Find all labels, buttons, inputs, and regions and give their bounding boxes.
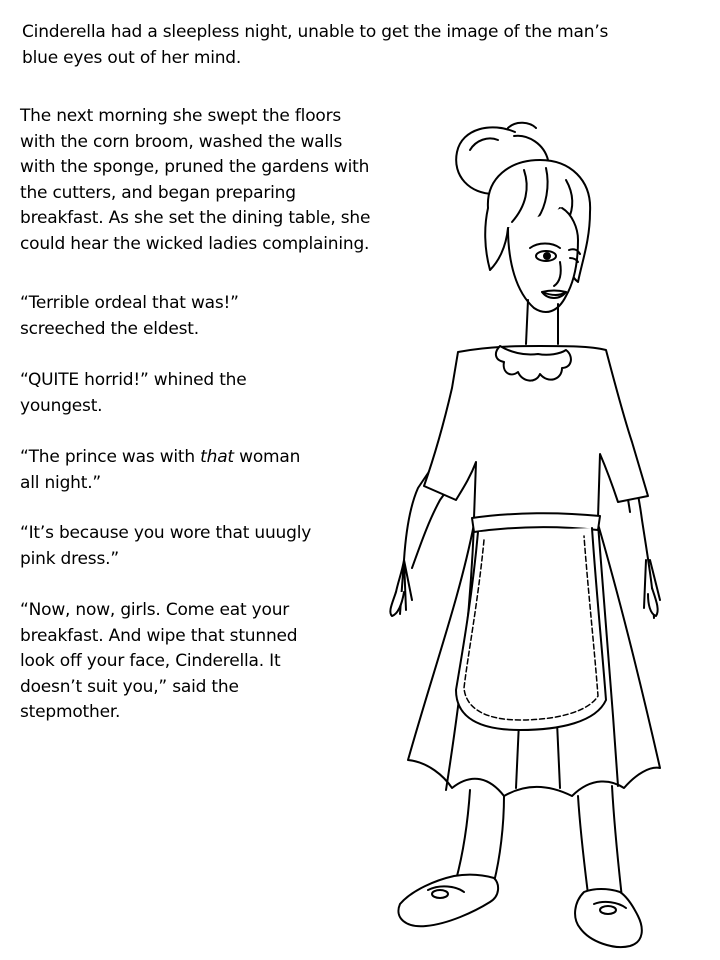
shoes <box>398 875 641 947</box>
text-line: The next morning she swept the floors <box>20 106 342 126</box>
text-line <box>20 445 300 471</box>
emphasis-word: that <box>200 447 234 467</box>
cinderella-illustration <box>378 120 678 955</box>
text-line: blue eyes out of her mind. <box>22 47 242 68</box>
text-line: stepmother. <box>20 702 121 722</box>
text-line: doesn’t suit you,” said the <box>20 676 239 697</box>
youngest-quote <box>20 368 247 419</box>
text-line: Cinderella had a sleepless night, unable to get the image of the man’s <box>22 22 609 42</box>
apron <box>456 528 606 730</box>
dress-quote <box>20 521 311 572</box>
text-line: the cutters, and began preparing <box>20 182 296 203</box>
text-line: with the sponge, pruned the gardens with <box>20 157 370 177</box>
text-line: breakfast. And wipe that stunned <box>20 625 298 646</box>
intro-paragraph <box>22 20 608 71</box>
text-line: all night.” <box>20 472 102 493</box>
stepmother-quote <box>20 598 297 726</box>
morning-paragraph <box>20 104 370 257</box>
text-line: could hear the wicked ladies complaining. <box>20 233 370 254</box>
eldest-quote <box>20 291 239 342</box>
text-line: “Terrible ordeal that was!” <box>20 293 239 313</box>
text-line: “Now, now, girls. Come eat your <box>20 600 290 620</box>
text-line: with the corn broom, washed the walls <box>20 131 343 152</box>
text-line: breakfast. As she set the dining table, she <box>20 208 371 228</box>
text-line: “It’s because you wore that uuugly <box>20 523 312 543</box>
text-line: pink dress.” <box>20 548 119 569</box>
text-line: screeched the eldest. <box>20 318 199 339</box>
text-line: look off your face, Cinderella. It <box>20 651 281 671</box>
text-line: “QUITE horrid!” whined the <box>20 370 247 390</box>
text-line: youngest. <box>20 395 103 416</box>
text-run: woman <box>233 447 301 467</box>
text-run: “The prince was with <box>20 447 201 467</box>
prince-quote <box>20 445 300 496</box>
